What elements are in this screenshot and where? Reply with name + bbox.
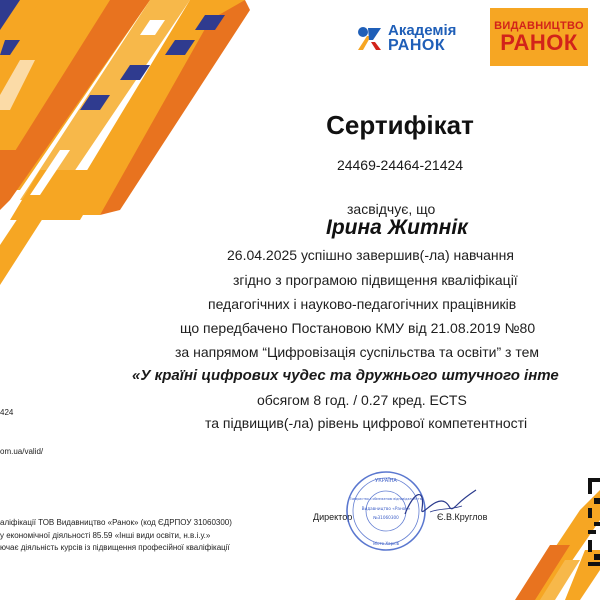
director-label: Директор bbox=[313, 512, 353, 522]
course-title: «У країні цифрових чудес та дружнього штучного інте bbox=[132, 367, 559, 384]
completion-line: 26.04.2025 успішно завершив(-ла) навчання bbox=[227, 247, 514, 263]
direction-line: за напрямом “Цифровізація суспільства та освіти” з тем bbox=[175, 344, 539, 360]
stamp-code: №31060300 bbox=[373, 515, 399, 520]
verification-url-fragment: om.ua/valid/ bbox=[0, 447, 44, 456]
academy-ranok-logo bbox=[356, 20, 456, 56]
result-line: та підвищив(-ла) рівень цифрової компетентності bbox=[205, 415, 528, 431]
resolution-line: що передбачено Постановою КМУ від 21.08.2019 №80 bbox=[180, 320, 536, 336]
publisher-logo-line1: ВИДАВНИЦТВО bbox=[494, 20, 584, 32]
legal-line-3: ючає діяльність курсів із підвищення професійної кваліфікації bbox=[0, 543, 230, 552]
recipient-name: Ірина Житнік bbox=[326, 216, 468, 239]
legal-line-2: у економічної діяльності 85.59 «Інші види освіти, н.в.і.у.» bbox=[0, 531, 211, 540]
certificate-title: Сертифікат bbox=[326, 110, 474, 140]
stamp-city: місто Харків bbox=[373, 541, 399, 546]
stamp-org: Товариство з обмеженою відповідальністю bbox=[349, 497, 423, 501]
legal-line-1: аліфікації ТОВ Видавництво «Ранок» (код ЄДРПОУ 31060300) bbox=[0, 518, 232, 527]
academy-logo-icon bbox=[356, 24, 382, 52]
publisher-ranok-logo bbox=[490, 8, 588, 66]
stamp-country: УКРАЇНА bbox=[375, 478, 397, 484]
handwritten-signature bbox=[400, 484, 480, 524]
publisher-logo-line2: РАНОК bbox=[500, 30, 578, 55]
certifies-text: засвідчує, що bbox=[347, 201, 436, 217]
director-name: Є.В.Круглов bbox=[437, 512, 488, 522]
certificate-number: 24469-24464-21424 bbox=[336, 157, 464, 173]
program-line: згідно з програмою підвищення кваліфікації bbox=[233, 272, 518, 288]
volume-line: обсягом 8 год. / 0.27 кред. ECTS bbox=[257, 392, 467, 408]
academy-logo-line2: РАНОК bbox=[388, 37, 446, 54]
academy-logo-line1: Академія bbox=[388, 22, 457, 39]
educators-line: педагогічних і науково-педагогічних працівників bbox=[208, 296, 517, 312]
decorative-stripes-bottom-right bbox=[490, 490, 600, 600]
stamp-org-name: Видавництво «Ранок» bbox=[361, 506, 411, 511]
qr-code bbox=[588, 478, 600, 568]
left-number-fragment: 424 bbox=[0, 408, 14, 417]
